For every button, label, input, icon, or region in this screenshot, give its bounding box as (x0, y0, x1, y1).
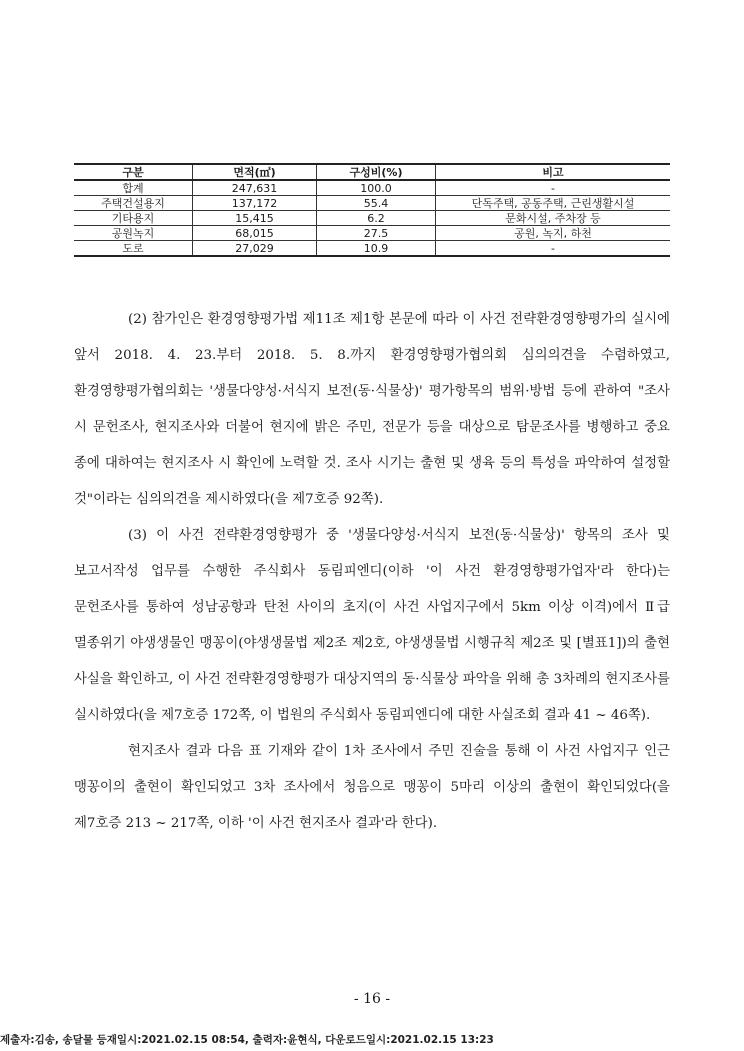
document-body (74, 302, 670, 842)
header-category: 구분 (74, 164, 193, 180)
header-area: 면적(㎡) (193, 164, 317, 180)
cell-category: 주택건설용지 (74, 196, 193, 211)
table-row (74, 180, 670, 196)
cell-remarks: - (436, 180, 671, 196)
cell-area: 27,029 (193, 241, 317, 257)
cell-ratio: 6.2 (317, 211, 436, 226)
table-row (74, 241, 670, 257)
paragraph-survey-result: 현지조사 결과 다음 표 기재와 같이 1차 조사에서 주민 진술을 통해 이 사건 사업지구 인근 맹꽁이의 출현이 확인되었고 3차 조사에서 청음으로 맹꽁이 5마리 이상의 출현이 확인되었다(을 제7호증 213 ~ 217쪽, 이하 '이 사건 현지조사 결과'라 한다). (74, 744, 670, 831)
table-row (74, 226, 670, 241)
table-row (74, 196, 670, 211)
cell-remarks: 단독주택, 공동주택, 근린생활시설 (436, 196, 671, 211)
cell-ratio: 27.5 (317, 226, 436, 241)
download-footer: 제출자:김송, 송달물 등재일시:2021.02.15 08:54, 출력자:윤현식, 다운로드일시:2021.02.15 13:23 (0, 1034, 494, 1046)
table-header-row (74, 164, 670, 180)
header-remarks: 비고 (436, 164, 671, 180)
cell-ratio: 100.0 (317, 180, 436, 196)
cell-area: 15,415 (193, 211, 317, 226)
table-row (74, 211, 670, 226)
cell-ratio: 10.9 (317, 241, 436, 257)
cell-category: 합계 (74, 180, 193, 196)
cell-area: 137,172 (193, 196, 317, 211)
cell-remarks: 공원, 녹지, 하천 (436, 226, 671, 241)
land-use-table (74, 163, 670, 257)
cell-ratio: 55.4 (317, 196, 436, 211)
cell-category: 공원녹지 (74, 226, 193, 241)
cell-area: 68,015 (193, 226, 317, 241)
cell-remarks: - (436, 241, 671, 257)
page-number: - 16 - (353, 991, 391, 1007)
cell-category: 도로 (74, 241, 193, 257)
header-ratio: 구성비(%) (317, 164, 436, 180)
cell-category: 기타용지 (74, 211, 193, 226)
cell-remarks: 문화시설, 주차장 등 (436, 211, 671, 226)
paragraph-2: (2) 참가인은 환경영향평가법 제11조 제1항 본문에 따라 이 사건 전략환경영향평가의 실시에 앞서 2018. 4. 23.부터 2018. 5. 8.까지 환경영향평가협의회 심의의견을 수렴하였고, 환경영향평가협의회는 '생물다양성·서식지 보전(동·식물상)' 평가항목의 범위·방법 등에 관하여 "조사 시 문헌조사, 현지조사와 더불어 현지에 밝은 주민, 전문가 등을 대상으로 탐문조사를 병행하고 중요 종에 대하여는 현지조사 시 확인에 노력할 것. 조사 시기는 출현 및 생육 등의 특성을 파악하여 설정할 것"이라는 심의의견을 제시하였다(을 제7호증 92쪽). (74, 312, 670, 507)
cell-area: 247,631 (193, 180, 317, 196)
paragraph-3: (3) 이 사건 전략환경영향평가 중 '생물다양성·서식지 보전(동·식물상)' 항목의 조사 및 보고서작성 업무를 수행한 주식회사 동림피엔디(이하 '이 사건 환경영향평가업자'라 한다)는 문헌조사를 통하여 성남공항과 탄천 사이의 초지(이 사건 사업지구에서 5km 이상 이격)에서 Ⅱ급 멸종위기 야생생물인 맹꽁이(야생생물법 제2조 제2호, 야생생물법 시행규칙 제2조 및 [별표1])의 출현 사실을 확인하고, 이 사건 전략환경영향평가 대상지역의 동·식물상 파악을 위해 총 3차례의 현지조사를 실시하였다(을 제7호증 172쪽, 이 법원의 주식회사 동림피엔디에 대한 사실조회 결과 41 ~ 46쪽). (74, 528, 670, 723)
